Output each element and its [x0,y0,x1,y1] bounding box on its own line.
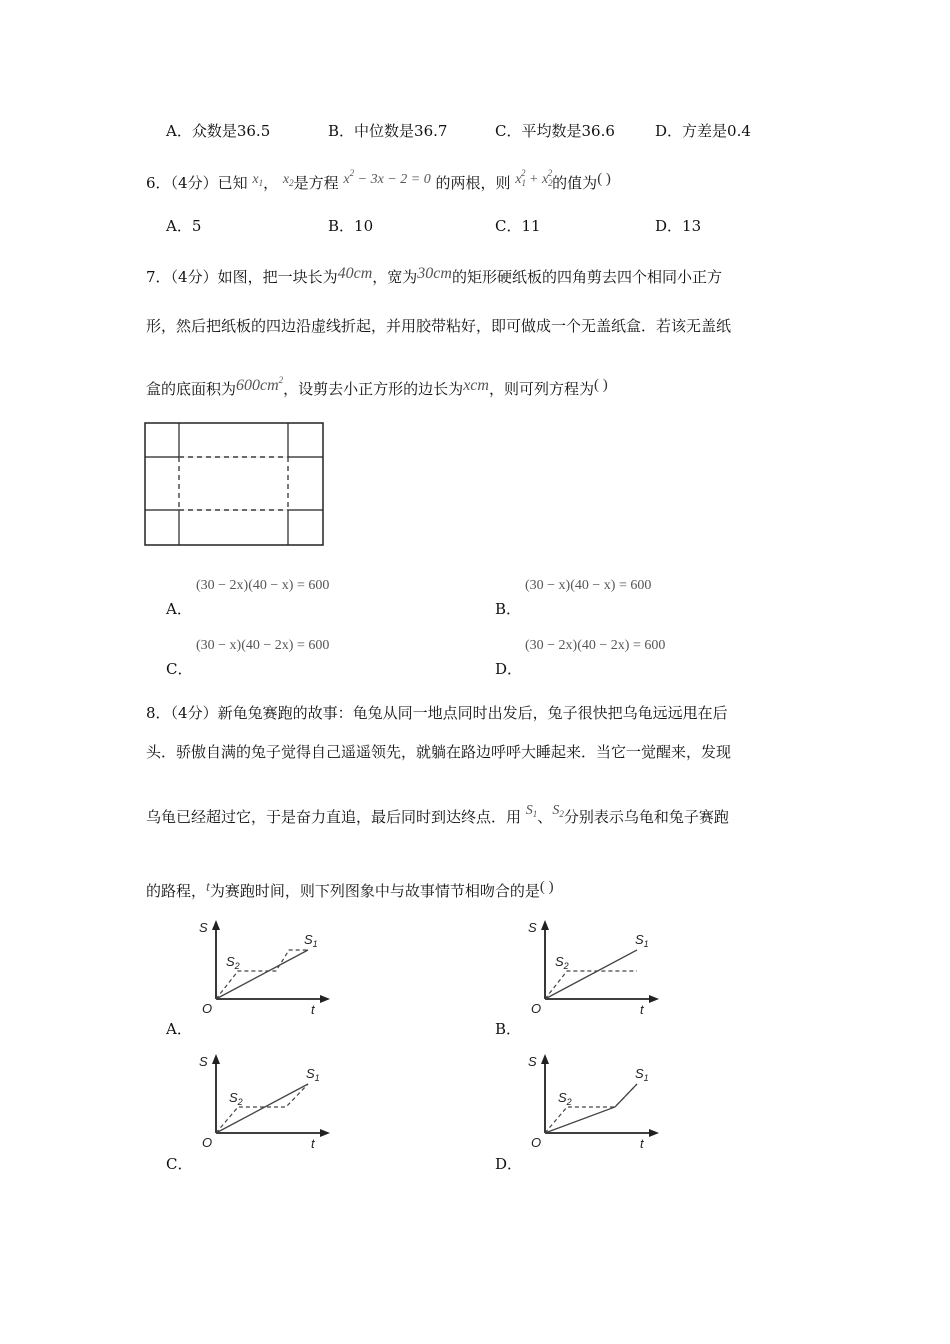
q8-text-3b: 、 [537,808,553,826]
q7-text-3a: 盒的底面积为 [146,380,237,398]
q5-option-a-label: A． [166,122,192,140]
graph-b-s1-sub: 1 [643,939,649,949]
graph-b-origin: O [531,1001,542,1016]
q5-option-b [328,120,447,141]
q8-text-4b: 为赛跑时间，则下列图象中与故事情节相吻合的是 [209,882,540,900]
q8-text-3a: 乌龟已经超过它，于是奋力直追，最后同时到达终点．用 [146,808,522,826]
q8-graph-d [525,1052,665,1152]
q6-text-2: ， [263,174,279,192]
q6-option-b-text: 10 [354,217,374,235]
q8-s1-symbol: $S_1$ [525,803,538,819]
graph-d-s1-letter: S [635,1066,644,1081]
q8-option-c-label: C． [166,1155,193,1173]
graph-b-y-arrow [541,920,549,930]
q7-line-2 [146,315,731,336]
q6-expression: $x_1^2 + x_2^2$ [515,168,553,188]
q7-answer-paren: ( ) [593,377,608,393]
q8-text-4a: 的路程， [146,882,207,900]
graph-b-s2-letter: S [555,954,564,969]
graph-a-s2-letter: S [226,954,235,969]
q7-width: 30cm [417,265,452,282]
q7-text-3b: ，设剪去小正方形的边长为 [283,380,464,398]
q8-score: （4分） [170,704,218,722]
q6-option-c [495,215,541,236]
graph-a-y-label: S [199,920,208,935]
q8-graph-b [525,918,665,1018]
q8-option-b-label: B． [495,1020,522,1038]
graph-a-s1-letter: S [304,932,313,947]
q5-option-a-text: 众数是36.5 [191,122,271,140]
q7-option-b-eq: (30 − x)(40 − x) = 600 [525,578,652,593]
q7-text-1a: 如图，把一块长为 [217,268,338,286]
graph-c-y-label: S [199,1054,208,1069]
q8-s2-letter: S [552,803,560,818]
graph-b-x-label: t [640,1002,644,1017]
q8-text-3c: 分别表示乌龟和兔子赛跑 [563,808,729,826]
q8-line-3 [146,803,729,827]
q7-option-c-label: C． [166,660,193,678]
q7-text-2: 形，然后把纸板的四边沿虚线折起，并用胶带粘好，即可做成一个无盖纸盒．若该无盖纸 [146,317,732,335]
graph-c-origin: O [202,1135,213,1150]
q6-option-c-text: 11 [521,217,541,235]
graph-a-s2-label [226,954,240,971]
q6-x2: $x_2$ [282,172,294,188]
q6-x1: $x_1$ [252,172,264,188]
graph-c-s2-label [229,1090,243,1107]
graph-d-origin: O [531,1135,542,1150]
q7-text-1c: 的矩形硬纸板的四角剪去四个相同小正方 [451,268,722,286]
q5-option-b-label: B． [328,122,355,140]
q6-text-3: 是方程 [293,174,339,192]
graph-a-y-arrow [212,920,220,930]
graph-c-s2-letter: S [229,1090,238,1105]
q7-text-1b: ，宽为 [372,268,418,286]
graph-d-s2-sub: 2 [566,1097,572,1107]
q7-option-c-eq: (30 − x)(40 − 2x) = 600 [196,638,330,653]
graph-a-s1-label [304,932,318,949]
q8-option-d-label: D． [495,1155,523,1173]
graph-b-s2-sub: 2 [563,961,569,971]
q5-option-c [495,120,615,141]
q7-area: $600cm^2$ [236,375,284,394]
graph-d-s1-sub: 1 [643,1073,649,1083]
q6-text-5: 的值为 [552,174,598,192]
q7-line-3 [146,375,608,399]
q7-option-b-label: B． [495,600,522,618]
graph-c-y-arrow [212,1054,220,1064]
graph-c-x-arrow [320,1129,330,1137]
q7-score: （4分） [170,268,218,286]
q6-option-a-label: A． [166,217,192,235]
q7-option-a-label: A． [166,600,192,618]
q7-variable: xcm [463,377,489,394]
q6-text-4: 的两根，则 [435,174,511,192]
graph-c-s1-label [306,1066,320,1083]
q6-option-d-label: D． [655,217,683,235]
q7-option-a-eq: (30 − 2x)(40 − x) = 600 [196,578,330,593]
graph-d-y-label: S [528,1054,537,1069]
q6-answer-paren: ( ) [597,171,611,187]
cardboard-outline [145,423,323,545]
q6-option-b [328,215,373,236]
q6-option-d-text: 13 [682,217,702,235]
graph-a-s2-sub: 2 [234,961,240,971]
graph-d-s2-label [558,1090,572,1107]
q7-option-d-label: D． [495,660,523,678]
q6-number: 6． [146,174,171,192]
q8-answer-paren: ( ) [539,879,554,895]
q6-option-b-label: B． [328,217,355,235]
graph-a-s1-sub: 1 [312,939,318,949]
q8-s1-letter: S [525,803,533,818]
q8-option-a-label: A． [166,1020,192,1038]
q8-s2-symbol: $S_2$ [552,803,564,819]
q8-number: 8． [146,704,171,722]
q5-option-d-label: D． [655,122,683,140]
q7-area-value: 600cm [236,377,279,394]
q7-length: 40cm [337,265,373,282]
graph-b-s2-label [555,954,569,971]
q8-t-symbol: t [206,880,210,895]
graph-d-x-label: t [640,1136,644,1151]
q8-graph-a [196,918,336,1018]
q7-text-3c: ，则可列方程为 [488,380,594,398]
graph-a-x-label: t [311,1002,315,1017]
graph-c-x-label: t [311,1136,315,1151]
q6-text-1: 已知 [217,174,248,192]
q6-option-a [166,215,201,236]
q8-line-4 [146,880,554,901]
q8-graph-c [196,1052,336,1152]
q6-option-a-text: 5 [191,217,202,235]
q5-option-a [166,120,270,141]
q7-number: 7． [146,268,171,286]
q7-line-1 [146,266,722,287]
graph-d-y-arrow [541,1054,549,1064]
q8-line-1 [146,702,728,723]
q5-option-d-text: 方差是0.4 [682,122,751,140]
graph-c-s1-letter: S [306,1066,315,1081]
q8-text-1: 新龟兔赛跑的故事：龟兔从同一地点同时出发后，兔子很快把乌龟远远甩在后 [217,704,728,722]
graph-d-x-arrow [649,1129,659,1137]
q7-cardboard-figure [144,422,325,547]
graph-d-s2-letter: S [558,1090,567,1105]
q6-stem [146,168,611,193]
q6-equation: $x^2 - 3x - 2 = 0$ [343,168,431,187]
q8-line-2 [146,741,731,762]
q6-score: （4分） [170,174,218,192]
q5-option-d [655,120,751,141]
q8-text-2: 头．骄傲自满的兔子觉得自己遥遥领先，就躺在路边呼呼大睡起来．当它一觉醒来，发现 [146,743,732,761]
q7-option-d-eq: (30 − 2x)(40 − 2x) = 600 [525,638,666,653]
graph-c-s1-sub: 1 [314,1073,320,1083]
q5-option-c-text: 平均数是36.6 [521,122,615,140]
graph-a-origin: O [202,1001,213,1016]
q5-option-b-text: 中位数是36.7 [354,122,448,140]
q6-option-d [655,215,701,236]
graph-b-x-arrow [649,995,659,1003]
graph-a-x-arrow [320,995,330,1003]
q5-option-c-label: C． [495,122,522,140]
graph-b-y-label: S [528,920,537,935]
q6-option-c-label: C． [495,217,522,235]
graph-b-s1-label [635,932,649,949]
graph-d-s1-label [635,1066,649,1083]
graph-c-s2-sub: 2 [237,1097,243,1107]
graph-b-s1-letter: S [635,932,644,947]
